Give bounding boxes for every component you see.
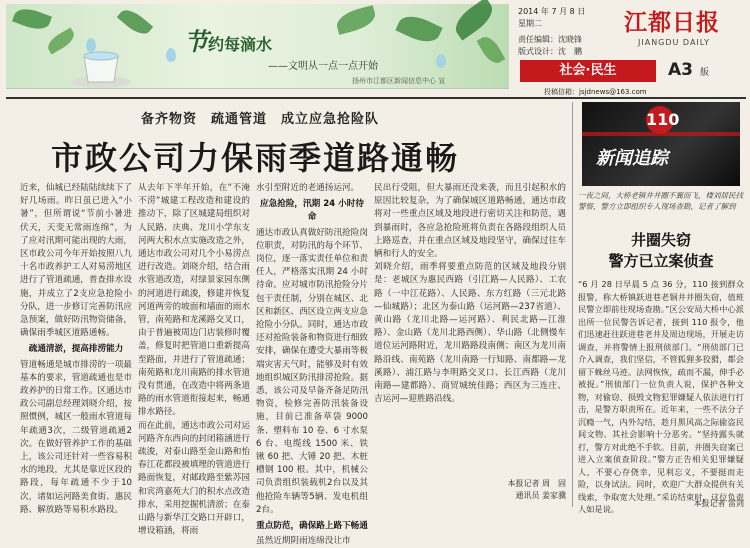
leaf-decoration (395, 10, 442, 48)
paragraph: 刘晓介绍，雨季将要重点防范的区域及地段分别是：老城区为惠民西路（引江路—人民路）、工农路（一中江花路）、人民路、东方红路（三元北路—仙城路）；北区为泰山路（运河路—237省道）、黄山路（龙川北路—运河路）、利民北路—江淮路）、金山路（龙川北路西侧）、华山路（北侧慢车道位运河路附近，龙川路路段南侧；南区为龙川南路沿线、南苑路（龙川南路一行知路、南都路—龙溪路）、浦江路与李明路交叉口、长江西路（龙川南路—建都路）、商贸城统佳路；西区为三连庄、吉运河—迎胜路沿线。 (374, 262, 566, 405)
issue-weekday: 星期二 (518, 19, 542, 28)
graphic-title: 新闻追踪 (596, 148, 668, 169)
banner-slogan: ——文明从一点一点开始 (268, 61, 378, 72)
article-column-2 (138, 182, 250, 537)
side-article-headline (578, 230, 744, 272)
paper-name-english: JIANGDU DAILY (638, 38, 711, 47)
police-110-badge: 110 (646, 106, 674, 134)
side-article-byline: 本报记者 雷剑 (693, 499, 744, 508)
side-headline-line-2: 警方已立案侦查 (608, 252, 714, 270)
article-column-4 (374, 182, 566, 452)
article-byline: 本报记者 周 固 通讯员 姜家骥 (507, 479, 566, 500)
designer-credit: 版式设计：沈 鹏 (518, 47, 582, 56)
side-headline-line-1: 井圈失窃 (630, 231, 691, 249)
subheading: 应急抢险，汛期 24 小时待命 (260, 199, 364, 223)
side-article-lead: 一夜之间，大桥老镇井井圈不翼而飞，楼刘居民找警察，警方立即组织专人现场查勘，记者了解到 (578, 191, 743, 211)
paragraph: 通达市政认真做好防汛抢险岗位职责，对防汛的每个环节、岗位，逐一落实责任单位和责任人，严格落实汛期 24 小时待命。应对城市防汛抢险分片包干责任制，分别在城区、北区和新区、西区设立两支应急抢险小分队。同时，通达市政还对抢险装备和物资进行细致安排，确保在遭受大暴雨等极端灾害天气时，能够及时有效地组织城区防汛排涝抢险。据悉，该公司及早备齐备足防汛物资，检修完善防汛装备设施，目前已准备草袋 9000 条、塑料布 10 卷、6 寸水泵 6 台、电缆线 1500 米、铁锹 60 把、大锤 20 把、木桩槽钢 100 根。其中，机械公司负责组织装载机2台以及其他抢险车辆等5辆、发电机组2台。 (256, 227, 368, 515)
leaf-decoration (117, 5, 153, 39)
editor-credit: 责任编辑：沈晓锋 (518, 35, 582, 44)
issue-date: 2014 年 7 月 8 日 (518, 7, 586, 16)
leaf-decoration (450, 0, 499, 41)
subheading: 重点防范，确保路上路下畅通 (256, 521, 368, 532)
leaf-decoration (477, 33, 506, 67)
paragraph: 虽然近期阴雨连绵没让市 (256, 536, 351, 547)
article-kicker: 备齐物资 疏通管道 成立应急抢险队 (140, 112, 379, 127)
header-rule (6, 97, 746, 99)
page-suffix: 版 (700, 68, 710, 78)
leaf-decoration (12, 4, 52, 33)
news-tracking-graphic (582, 102, 740, 186)
paragraph: 而在此前，通达市政公司对运河路齐东西向的封闭箱涵进行疏浚，对泰山路至金山路和怡春江花都段被填埋的管道进行路面恢复，对邮政路至紫苏园和宾湾嘉苑大门的积水点改造排水，采用挖掘机清淤；在泰山路与新华江交路口开辟口，增设箱涵，将雨 (138, 420, 250, 537)
column-divider (572, 102, 573, 507)
banner-org: 扬州市江都区新闻信息中心 宣 (352, 77, 446, 85)
paragraph: 民出行受阻，但大暴雨还没来袭，而且引起积水的原因比较复杂，为了确保城区道路畅通，通达市政将对一些重点区域及地段进行密切关注和防范，遇到暴雨时，各应急抢险班将负责在各路段组织人员上路巡查，并在重点区域及地段坚守，确保过往车辆和行人的安全。 (374, 183, 566, 260)
article-headline: 市政公司力保雨季道路通畅 (50, 139, 459, 177)
paragraph: 水引至附近的老通扬运河。 (256, 183, 360, 193)
side-article-body: “6 月 28 日早晨 5 点 36 分，110 接到群众报警，称大桥镇跃进巷老铜井井圈失窃，值班民警立即前往现场查勘。”区公安局大桥中心派出所一位民警告诉记者，接到 110 报令，他们迅速赶往跃进巷老井及周边现场，开展走访调查，并将警情上报刑侦部门。“刑侦部门已介入调查，我们坚信，不管狐狸多狡猾，都会留下蛛丝马迹。法网恢恢，疏而不漏，伸手必被捉。”刑侦部门一位负责人说，保护各种文物，对偷窃、损毁文物犯罪嫌疑人依法进行打击，是警方职责所在。近年来，一些不法分子沉瘾一气，内外勾结，趁月黑风高之际偷盗民间文物。其社会影响十分恶劣。“坚持露头就打，警方对此绝不手软。目前，井圈失窃案已进入立案侦查阶段。”警方正告相关犯罪嫌疑人，不要心存侥幸，见利忘义，不要挺而走险，以身试法。同时，欢迎广大群众提供有关线索，争取宽大处理。”采访结束时，这位负责人如是说。 (578, 279, 744, 514)
subheading: 疏通清淤，提高排涝能力 (28, 344, 124, 355)
paragraph: 从去年下半年开始，在“不淹不涝”城建工程改造和建设的推动下，除了区城建局组织对人民路、庆典、龙川小学东支河两大积水点实施改造之外，通达市政公司对几个小易涝点进行改造。刘晓介绍，结合雨水管道改造，对绿景家园东侧的河道进行疏浚，修建并恢复河道两旁的坡面和墙面的雨水管，南苑路和龙溪路交叉口，由于普遍被周边门店装修时覆盖，修复时把管道口重新提高至路面，并进行了管道疏通；南苑路和龙川南路的排水管道没有贯通，在改造中将两条道路的雨水管道衔接起来，畅通排水路径。 (138, 183, 250, 418)
paper-name: 江都日报 (624, 9, 720, 36)
water-drop-icon (166, 48, 176, 62)
leaf-decoration (334, 5, 378, 35)
paragraph: 管道畅通是城市排涝的一项最基本的要求，管道疏通也是市政养护的日常工作。区通达市政公司副总经理刘晓介绍，按照惯例，城区一般雨水管道每年疏通3次，二级管道疏通2次。在做好管养护工作的基础上，该公司还针对一些容易积水的地段，尤其是靠近区段的路段，每年疏通不少于10次，诸如运河路美食街、惠民路、解放路等易积水路段。 (20, 359, 132, 515)
article-column-1 (20, 182, 132, 515)
paragraph: 近来，仙城已经陆陆续续下了好几场雨。昨日虽已进入“小暑”，但所谓说“节前小暑进伏天，天变无常雨连绵”，为了应对汛期可能出现的大雨，区市政公司今年开始按照八九十名市政养护工人对易涝地区进行了管道疏通，普查排水设施，并成立了2支应急抢险小分队，进一步修订完善防汛应急预案，做好防汛物资储备，确保雨季城区道路通畅。 (20, 183, 132, 339)
section-label: 社会·民生 (520, 60, 656, 82)
water-drop-icon (436, 54, 446, 68)
banner (6, 4, 509, 89)
water-cup-icon (66, 44, 136, 88)
submission-email: 投稿信箱：jsjdnews@163.com (544, 88, 647, 96)
page-number: A3 (668, 60, 693, 80)
article-column-3 (256, 182, 368, 547)
banner-title: 节约每滴水 (184, 27, 273, 56)
